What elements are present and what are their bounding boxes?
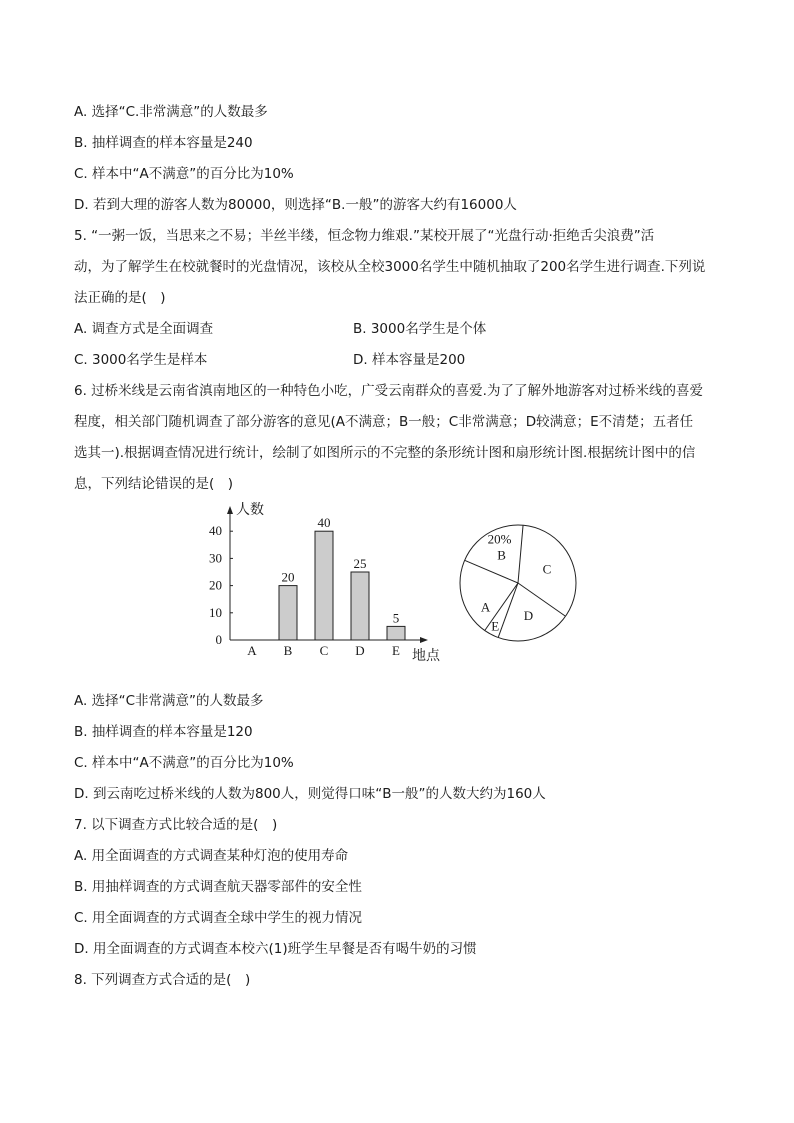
pie-slice-label: B xyxy=(497,547,506,563)
pie-percent-label: 20% xyxy=(487,531,512,547)
x-axis-arrow xyxy=(420,637,428,643)
q5-option-b: B. 3000名学生是个体 xyxy=(353,321,487,337)
pie-slice-label: E xyxy=(491,618,500,634)
q6-option-d: D. 到云南吃过桥米线的人数为800人，则觉得口味“B一般”的人数大约为160人 xyxy=(74,786,546,802)
bar-value-label: 5 xyxy=(392,610,400,626)
x-axis-label: 地点 xyxy=(412,649,440,664)
q7-option-d: D. 用全面调查的方式调查本校六(1)班学生早餐是否有喝牛奶的习惯 xyxy=(74,941,477,957)
bar xyxy=(387,626,405,640)
q6-option-c: C. 样本中“A不满意”的百分比为10% xyxy=(74,755,294,771)
q7-option-b: B. 用抽样调查的方式调查航天器零部件的安全性 xyxy=(74,879,362,895)
y-tick-label: 40 xyxy=(209,523,222,539)
q4-option-b: B. 抽样调查的样本容量是240 xyxy=(74,135,253,151)
q4-option-c: C. 样本中“A不满意”的百分比为10% xyxy=(74,166,294,182)
pie-chart xyxy=(460,525,576,641)
bar-value-label: 20 xyxy=(281,569,295,585)
q6-stem-line4: 息，下列结论错误的是( ) xyxy=(74,476,234,492)
q7-stem: 7. 以下调查方式比较合适的是( ) xyxy=(74,817,278,833)
y-tick-label: 20 xyxy=(209,577,222,593)
q7-option-c: C. 用全面调查的方式调查全球中学生的视力情况 xyxy=(74,910,363,926)
bar xyxy=(315,531,333,640)
x-tick-label: E xyxy=(392,643,400,658)
q5-option-d: D. 样本容量是200 xyxy=(353,352,466,368)
bar xyxy=(279,586,297,640)
y-tick-label: 30 xyxy=(209,550,222,566)
q5-stem-line3: 法正确的是( ) xyxy=(74,290,166,306)
q6-figure xyxy=(196,498,606,666)
q8-stem: 8. 下列调查方式合适的是( ) xyxy=(74,972,251,988)
bar-value-label: 25 xyxy=(353,556,367,571)
x-tick-label: B xyxy=(283,643,293,658)
y-tick-label: 0 xyxy=(215,632,222,647)
bar-value-label: 40 xyxy=(317,515,331,531)
bar-chart xyxy=(209,501,441,664)
q7-option-a: A. 用全面调查的方式调查某种灯泡的使用寿命 xyxy=(74,848,349,864)
q6-stem-line2: 程度，相关部门随机调查了部分游客的意见(A不满意；B一般；C非常满意；D较满意；E不清楚；五者任 xyxy=(74,414,694,430)
pie-slice-label: C xyxy=(542,561,552,577)
y-tick-label: 10 xyxy=(209,604,222,620)
q6-stem-line1: 6. 过桥米线是云南省滇南地区的一种特色小吃，广受云南群众的喜爱.为了了解外地游客对过桥米线的喜爱 xyxy=(74,383,703,399)
q6-option-b: B. 抽样调查的样本容量是120 xyxy=(74,724,253,740)
q4-option-a: A. 选择“C.非常满意”的人数最多 xyxy=(74,104,268,120)
q5-stem-line2: 动，为了解学生在校就餐时的光盘情况，该校从全校3000名学生中随机抽取了200名学生进行调查.下列说 xyxy=(74,259,706,275)
q6-stem-line3: 选其一).根据调查情况进行统计，绘制了如图所示的不完整的条形统计图和扇形统计图.根据统计图中的信 xyxy=(74,445,696,461)
pie-slice-label: D xyxy=(523,608,534,624)
q5-option-c: C. 3000名学生是样本 xyxy=(74,352,208,368)
pie-slice-label: A xyxy=(480,599,491,615)
q5-option-a: A. 调查方式是全面调查 xyxy=(74,321,214,337)
q4-option-d: D. 若到大理的游客人数为80000，则选择“B.一般”的游客大约有16000人 xyxy=(74,197,517,213)
y-axis-arrow xyxy=(227,506,233,514)
q6-option-a: A. 选择“C非常满意”的人数最多 xyxy=(74,693,264,709)
y-axis-label: 人数 xyxy=(236,503,264,518)
q5-stem-line1: 5. “一粥一饭，当思来之不易；半丝半缕，恒念物力维艰.”某校开展了“光盘行动·拒绝舌尖浪费”活 xyxy=(74,228,655,244)
x-tick-label: A xyxy=(247,643,257,658)
bar xyxy=(351,572,369,640)
x-tick-label: C xyxy=(319,643,329,658)
q6-charts-svg xyxy=(196,498,606,666)
x-tick-label: D xyxy=(355,643,365,658)
